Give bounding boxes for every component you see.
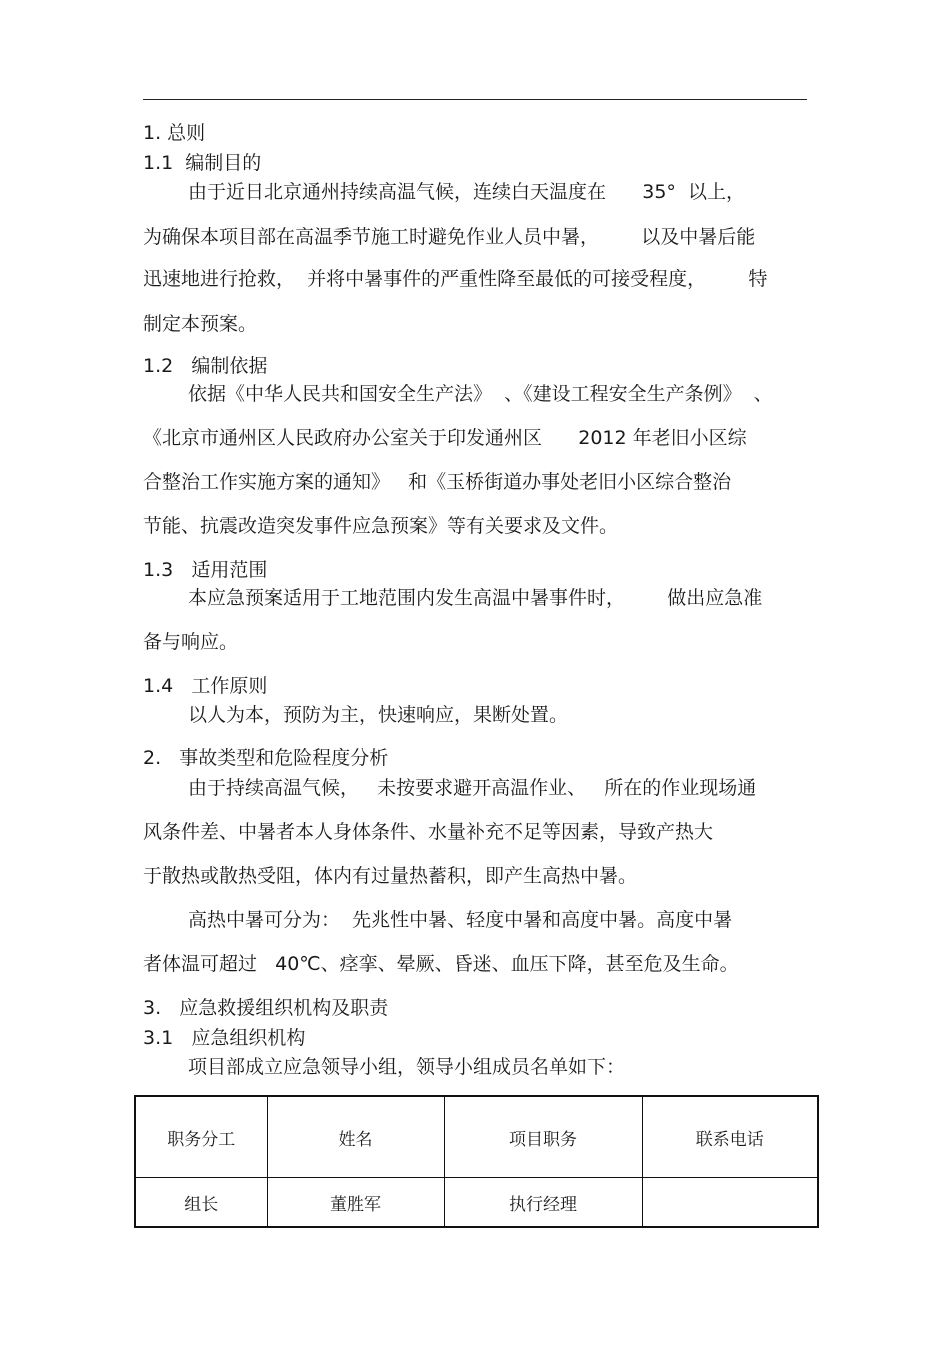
- section-3-heading: 3. 应急救援组织机构及职责: [143, 997, 389, 1019]
- paragraph-line: 制定本预案。: [143, 313, 258, 335]
- paragraph-line: 备与响应。: [143, 631, 239, 653]
- section-1-3-heading: 1.3 适用范围: [143, 559, 268, 581]
- members-table: [134, 1095, 819, 1228]
- table-cell: [642, 1178, 818, 1228]
- header-rule: [143, 99, 807, 100]
- table-header-cell: 项目职务: [444, 1096, 642, 1178]
- section-2-heading: 2. 事故类型和危险程度分析: [143, 747, 389, 769]
- paragraph-line: 为确保本项目部在高温季节施工时避免作业人员中暑， 以及中暑后能: [143, 226, 756, 248]
- paragraph-line: 由于持续高温气候， 未按要求避开高温作业、 所在的作业现场通: [188, 777, 757, 799]
- table-cell: 执行经理: [444, 1178, 642, 1228]
- paragraph-line: 高热中暑可分为： 先兆性中暑、轻度中暑和高度中暑。高度中暑: [188, 909, 733, 931]
- paragraph-line: 合整治工作实施方案的通知》 和《玉桥街道办事处老旧小区综合整治: [143, 471, 732, 493]
- paragraph-line: 风条件差、中暑者本人身体条件、水量补充不足等因素，导致产热大: [143, 821, 714, 843]
- section-1-heading: 1. 总则: [143, 122, 206, 144]
- table-header-row: [135, 1096, 818, 1178]
- paragraph-line: 节能、抗震改造突发事件应急预案》等有关要求及文件。: [143, 515, 619, 537]
- table-row: [135, 1178, 818, 1228]
- section-1-2-heading: 1.2 编制依据: [143, 355, 268, 377]
- paragraph-line: 于散热或散热受阻，体内有过量热蓄积，即产生高热中暑。: [143, 865, 638, 887]
- table-cell: 组长: [135, 1178, 267, 1228]
- table-header-cell: 联系电话: [642, 1096, 818, 1178]
- paragraph-line: 以人为本，预防为主，快速响应，果断处置。: [188, 704, 569, 726]
- section-1-4-heading: 1.4 工作原则: [143, 675, 268, 697]
- paragraph-line: 《北京市通州区人民政府办公室关于印发通州区 2012 年老旧小区综: [143, 427, 747, 449]
- paragraph-line: 由于近日北京通州持续高温气候，连续白天温度在 35° 以上，: [188, 181, 745, 203]
- section-1-1-heading: 1.1 编制目的: [143, 152, 262, 174]
- paragraph-line: 项目部成立应急领导小组，领导小组成员名单如下：: [188, 1056, 626, 1078]
- table-cell: 董胜军: [267, 1178, 444, 1228]
- paragraph-line: 本应急预案适用于工地范围内发生高温中暑事件时， 做出应急准: [188, 587, 763, 609]
- section-3-1-heading: 3.1 应急组织机构: [143, 1027, 306, 1049]
- table-header-cell: 职务分工: [135, 1096, 267, 1178]
- table-header-cell: 姓名: [267, 1096, 444, 1178]
- paragraph-line: 迅速地进行抢救， 并将中暑事件的严重性降至最低的可接受程度， 特: [143, 268, 768, 290]
- paragraph-line: 依据《中华人民共和国安全生产法》 、《建设工程安全生产条例》 、: [188, 383, 773, 405]
- paragraph-line: 者体温可超过 40℃、痉挛、晕厥、昏迷、血压下降，甚至危及生命。: [143, 953, 739, 975]
